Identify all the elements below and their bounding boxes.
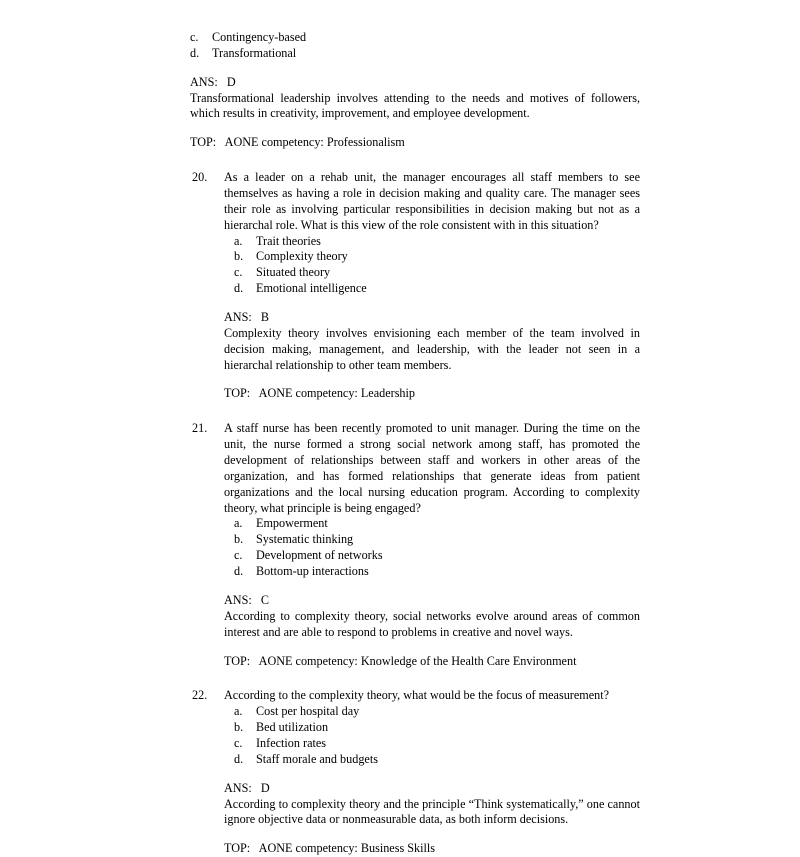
- choice-letter: d.: [190, 45, 200, 60]
- choice-text: Bottom-up interactions: [256, 564, 369, 579]
- choice-item: [234, 249, 640, 265]
- choice-item: [234, 265, 640, 281]
- answer-explanation: Complexity theory involves envisioning each member of the team involved in decision making, management, and leadership, with the leader not seen in a hierarchal relationship to other team members.: [224, 325, 640, 372]
- choice-text: Transformational: [212, 45, 297, 60]
- choice-text: Complexity theory: [256, 249, 348, 264]
- answer-block: [224, 310, 640, 373]
- choice-text: Trait theories: [256, 233, 321, 248]
- choice-letter: b.: [234, 532, 244, 547]
- question-number: 20.: [192, 170, 208, 185]
- question-number: 21.: [192, 421, 208, 436]
- document-body: [190, 30, 640, 857]
- top-choice-list: [190, 30, 640, 62]
- choice-item: [234, 281, 640, 297]
- choice-item: [234, 704, 640, 720]
- answer-explanation: According to complexity theory, social networks evolve around areas of common interest and are able to respond to problems in creative and novel ways.: [224, 608, 640, 639]
- choice-letter: c.: [234, 265, 243, 280]
- answer-block: [190, 75, 640, 123]
- choice-text: Contingency-based: [212, 30, 307, 44]
- question-number: 22.: [192, 688, 208, 703]
- choice-text: Emotional intelligence: [256, 281, 367, 296]
- choice-list: [224, 516, 640, 579]
- choice-letter: a.: [234, 704, 243, 719]
- topic-line: TOP: AONE competency: Knowledge of the Health Care Environment: [224, 653, 577, 668]
- choice-item: [234, 548, 640, 564]
- choice-letter: a.: [234, 233, 243, 248]
- choice-letter: c.: [190, 30, 199, 44]
- question-stem: As a leader on a rehab unit, the manager encourages all staff members to see themselves as having a role in decision making and quality care. The manager sees their role as involving particular responsibilities in decision making but not as a hierarchal role. What is this view of the role consistent with in this situation?: [224, 170, 640, 232]
- choice-letter: b.: [234, 249, 244, 264]
- choice-item: [190, 30, 640, 46]
- choice-text: Systematic thinking: [256, 532, 354, 547]
- choice-item: [234, 736, 640, 752]
- choice-text: Bed utilization: [256, 720, 329, 735]
- question-stem: According to the complexity theory, what would be the focus of measurement?: [224, 688, 610, 703]
- choice-letter: d.: [234, 281, 244, 296]
- choice-item: [234, 564, 640, 580]
- answer-label: ANS: D: [190, 74, 236, 89]
- answer-explanation: Transformational leadership involves attending to the needs and motives of followers, which results in creativity, improvement, and employee development.: [190, 90, 640, 121]
- answer-block: [224, 593, 640, 641]
- topic-line: TOP: AONE competency: Leadership: [224, 386, 416, 401]
- choice-item: [234, 532, 640, 548]
- choice-letter: d.: [234, 751, 244, 766]
- choice-item: [190, 46, 640, 62]
- choice-text: Cost per hospital day: [256, 704, 360, 719]
- choice-text: Staff morale and budgets: [256, 751, 378, 766]
- answer-block: [224, 781, 640, 829]
- choice-text: Infection rates: [256, 735, 327, 750]
- choice-item: [234, 752, 640, 768]
- choice-list: [224, 704, 640, 767]
- question-stem: A staff nurse has been recently promoted to unit manager. During the time on the unit, the nurse formed a strong social network among staff, has promoted the development of relationships between staff and workers in other areas of the organization, and has formed relationships that generate ideas from patient organizations and the local nursing education program. According to complexity theory, what principle is being engaged?: [224, 421, 640, 515]
- answer-label: ANS: D: [224, 780, 270, 795]
- choice-letter: c.: [234, 548, 243, 563]
- answer-explanation: According to complexity theory and the principle “Think systematically,” one cannot ignore objective data or nonmeasurable data, as both inform decisions.: [224, 796, 640, 827]
- choice-text: Situated theory: [256, 265, 331, 280]
- choice-text: Development of networks: [256, 548, 383, 563]
- choice-text: Empowerment: [256, 516, 328, 531]
- question-block: [190, 688, 640, 857]
- choice-item: [234, 234, 640, 250]
- question-body: [224, 421, 640, 669]
- choice-letter: a.: [234, 516, 243, 531]
- topic-line: TOP: AONE competency: Business Skills: [224, 841, 436, 856]
- choice-letter: d.: [234, 564, 244, 579]
- choice-letter: b.: [234, 720, 244, 735]
- question-block: [190, 421, 640, 669]
- choice-letter: c.: [234, 735, 243, 750]
- question-block: [190, 170, 640, 402]
- answer-label: ANS: C: [224, 592, 270, 607]
- choice-item: [234, 720, 640, 736]
- answer-label: ANS: B: [224, 310, 270, 325]
- question-body: [224, 170, 640, 402]
- question-body: [224, 688, 640, 857]
- topic-line: TOP: AONE competency: Professionalism: [190, 135, 405, 150]
- choice-list: [224, 234, 640, 297]
- choice-item: [234, 516, 640, 532]
